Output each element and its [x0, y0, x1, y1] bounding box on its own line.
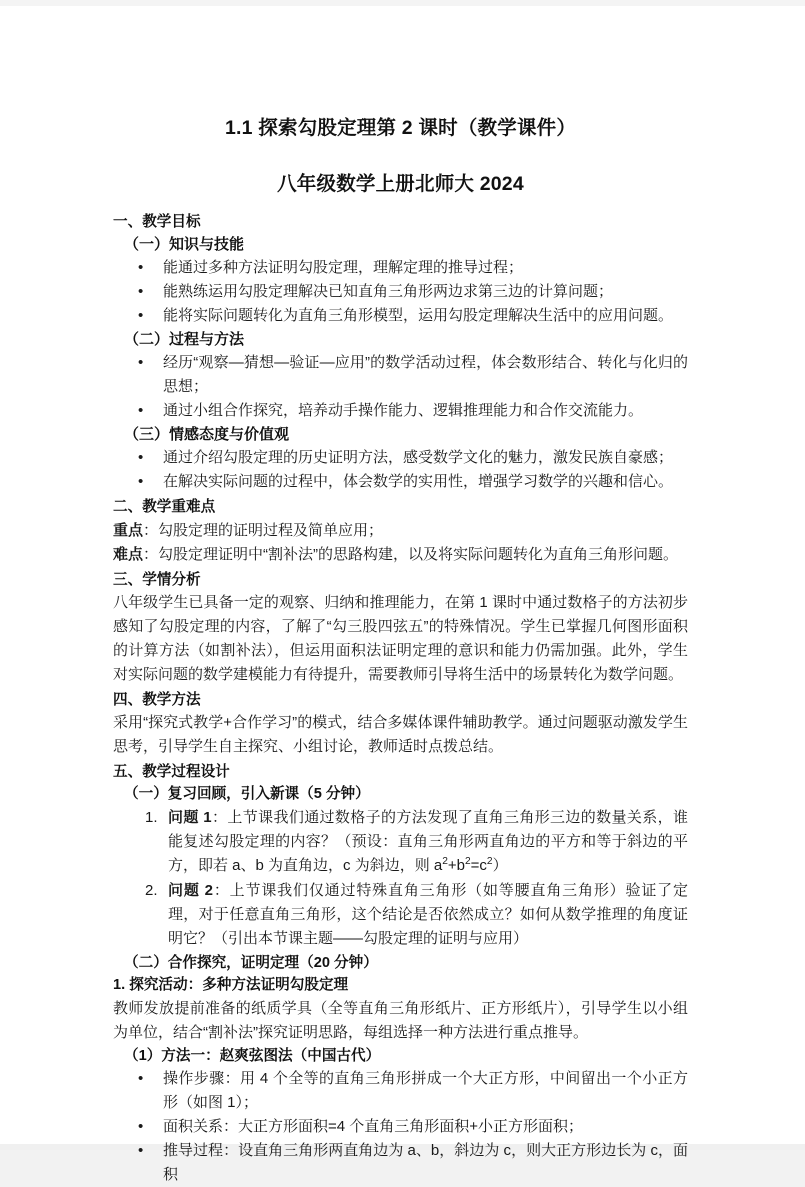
- method-step-text: ：用 4 个全等的直角三角形拼成一个大正方形，中间留出一个小正方形（如图 1）；: [163, 1070, 688, 1112]
- key-point-important-text: ：勾股定理的证明过程及简单应用；: [143, 521, 384, 539]
- list-item: [113, 399, 688, 423]
- list-item-text: 通过小组合作探究，培养动手操作能力、逻辑推理能力和合作交流能力。: [163, 402, 644, 420]
- key-point-important-label: 重点: [113, 521, 144, 539]
- list-item-text: 能熟练运用勾股定理解决已知直角三角形两边求第三边的计算问题；: [163, 282, 614, 300]
- list-item-text: 能将实际问题转化为直角三角形模型，运用勾股定理解决生活中的应用问题。: [163, 306, 674, 324]
- method-step-label: 操作步骤: [163, 1070, 225, 1088]
- bullet-icon: •: [138, 402, 144, 420]
- list-item-number: 1.: [145, 808, 158, 826]
- method-step-label: 推导过程: [163, 1142, 224, 1160]
- question-label: 问题 2: [168, 881, 214, 899]
- document-title: 1.1 探索勾股定理第 2 课时（教学课件）: [224, 117, 577, 139]
- section-heading-learner-analysis: 三、学情分析: [113, 571, 201, 588]
- subsection-heading-explore: （二）合作探究，证明定理（20 分钟）: [124, 954, 378, 971]
- bullet-icon: •: [138, 306, 144, 324]
- bullet-icon: •: [138, 258, 144, 276]
- objectives-process-list: [113, 351, 688, 423]
- question-text: ：上节课我们通过数格子的方法发现了直角三角形三边的数量关系，谁能复述勾股定理的内容？（预设：直角三角形两直角边的平方和等于斜边的平方，即若 a、b 为直角边，c 为斜边，则 $a^2+b^2=c^2$）: [168, 808, 688, 875]
- list-item-text: 通过介绍勾股定理的历史证明方法，感受数学文化的魅力，激发民族自豪感；: [163, 449, 674, 467]
- bullet-icon: •: [138, 1118, 144, 1136]
- teaching-method-body: 采用“探究式教学+合作学习”的模式，结合多媒体课件辅助教学。通过问题驱动激发学生思考，引导学生自主探究、小组讨论，教师适时点拨总结。: [113, 713, 688, 755]
- method-step-label: 面积关系: [163, 1118, 224, 1136]
- bullet-icon: •: [138, 354, 144, 372]
- bullet-icon: •: [138, 1142, 144, 1160]
- section-heading-key-points: 二、教学重难点: [113, 499, 216, 516]
- method-one-heading: （1）方法一：赵爽弦图法（中国古代）: [124, 1047, 381, 1064]
- bullet-icon: •: [138, 473, 144, 491]
- list-item-number: 2.: [145, 881, 158, 899]
- section-heading-process-design: 五、教学过程设计: [113, 763, 230, 780]
- question-label: 问题 1: [168, 808, 212, 826]
- list-item: [113, 256, 688, 280]
- list-item: [113, 351, 688, 399]
- method-one-list: [113, 1067, 688, 1187]
- learner-analysis-body: 八年级学生已具备一定的观察、归纳和推理能力，在第 1 课时中通过数格子的方法初步感知了勾股定理的内容，了解了“勾三股四弦五”的特殊情况。学生已掌握几何图形面积的计算方法（如割补法），但运用面积法证明定理的意识和能力仍需加强。此外，学生对实际问题的数学建模能力有待提升，需要教师引导将生活中的场景转化为数学问题。: [113, 593, 688, 683]
- method-step-text: ：设直角三角形两直角边为 a、b，斜边为 c，则大正方形边长为 c，面积: [163, 1142, 688, 1184]
- subsection-heading-process-method: （二）过程与方法: [124, 330, 245, 348]
- list-item-text: 经历“观察—猜想—验证—应用”的数学活动过程，体会数形结合、转化与化归的思想；: [163, 354, 688, 396]
- key-point-difficult: [113, 543, 688, 567]
- subsection-heading-review: （一）复习回顾，引入新课（5 分钟）: [124, 786, 370, 803]
- list-item-text: 能通过多种方法证明勾股定理，理解定理的推导过程；: [163, 258, 524, 276]
- list-item: [113, 806, 688, 879]
- list-item: [113, 304, 688, 328]
- method-step-text: ：大正方形面积=4 个直角三角形面积+小正方形面积；: [223, 1118, 584, 1136]
- activity-heading: 1. 探究活动：多种方法证明勾股定理: [113, 977, 349, 994]
- list-item-text: 在解决实际问题的过程中，体会数学的实用性，增强学习数学的兴趣和信心。: [163, 473, 674, 491]
- subsection-heading-attitude-values: （三）情感态度与价值观: [124, 426, 290, 444]
- section-heading-objectives: 一、教学目标: [113, 213, 201, 230]
- list-item: [113, 1139, 688, 1187]
- key-point-important: [113, 519, 688, 543]
- page-content: [113, 6, 688, 1187]
- question-text: ：上节课我们仅通过特殊直角三角形（如等腰直角三角形）验证了定理，对于任意直角三角形，这个结论是否依然成立？如何从数学推理的角度证明它？（引出本节课主题——勾股定理的证明与应用）: [168, 881, 688, 948]
- objectives-knowledge-list: [113, 256, 688, 328]
- document-subtitle: 八年级数学上册北师大 2024: [277, 173, 524, 196]
- list-item: [113, 1115, 688, 1139]
- objectives-attitude-list: [113, 446, 688, 494]
- section-heading-teaching-method: 四、教学方法: [113, 691, 201, 708]
- review-question-list: [113, 806, 688, 952]
- key-point-difficult-label: 难点: [113, 545, 144, 563]
- subsection-heading-knowledge-skills: （一）知识与技能: [124, 235, 245, 253]
- list-item: [113, 879, 688, 952]
- list-item: [113, 280, 688, 304]
- activity-body: 教师发放提前准备的纸质学具（全等直角三角形纸片、正方形纸片），引导学生以小组为单位，结合“割补法”探究证明思路，每组选择一种方法进行重点推导。: [113, 999, 688, 1041]
- bullet-icon: •: [138, 449, 144, 467]
- list-item: [113, 470, 688, 494]
- list-item: [113, 446, 688, 470]
- list-item: [113, 1067, 688, 1115]
- bullet-icon: •: [138, 1070, 144, 1088]
- bullet-icon: •: [138, 282, 144, 300]
- key-point-difficult-text: ：勾股定理证明中“割补法”的思路构建，以及将实际问题转化为直角三角形问题。: [143, 545, 679, 563]
